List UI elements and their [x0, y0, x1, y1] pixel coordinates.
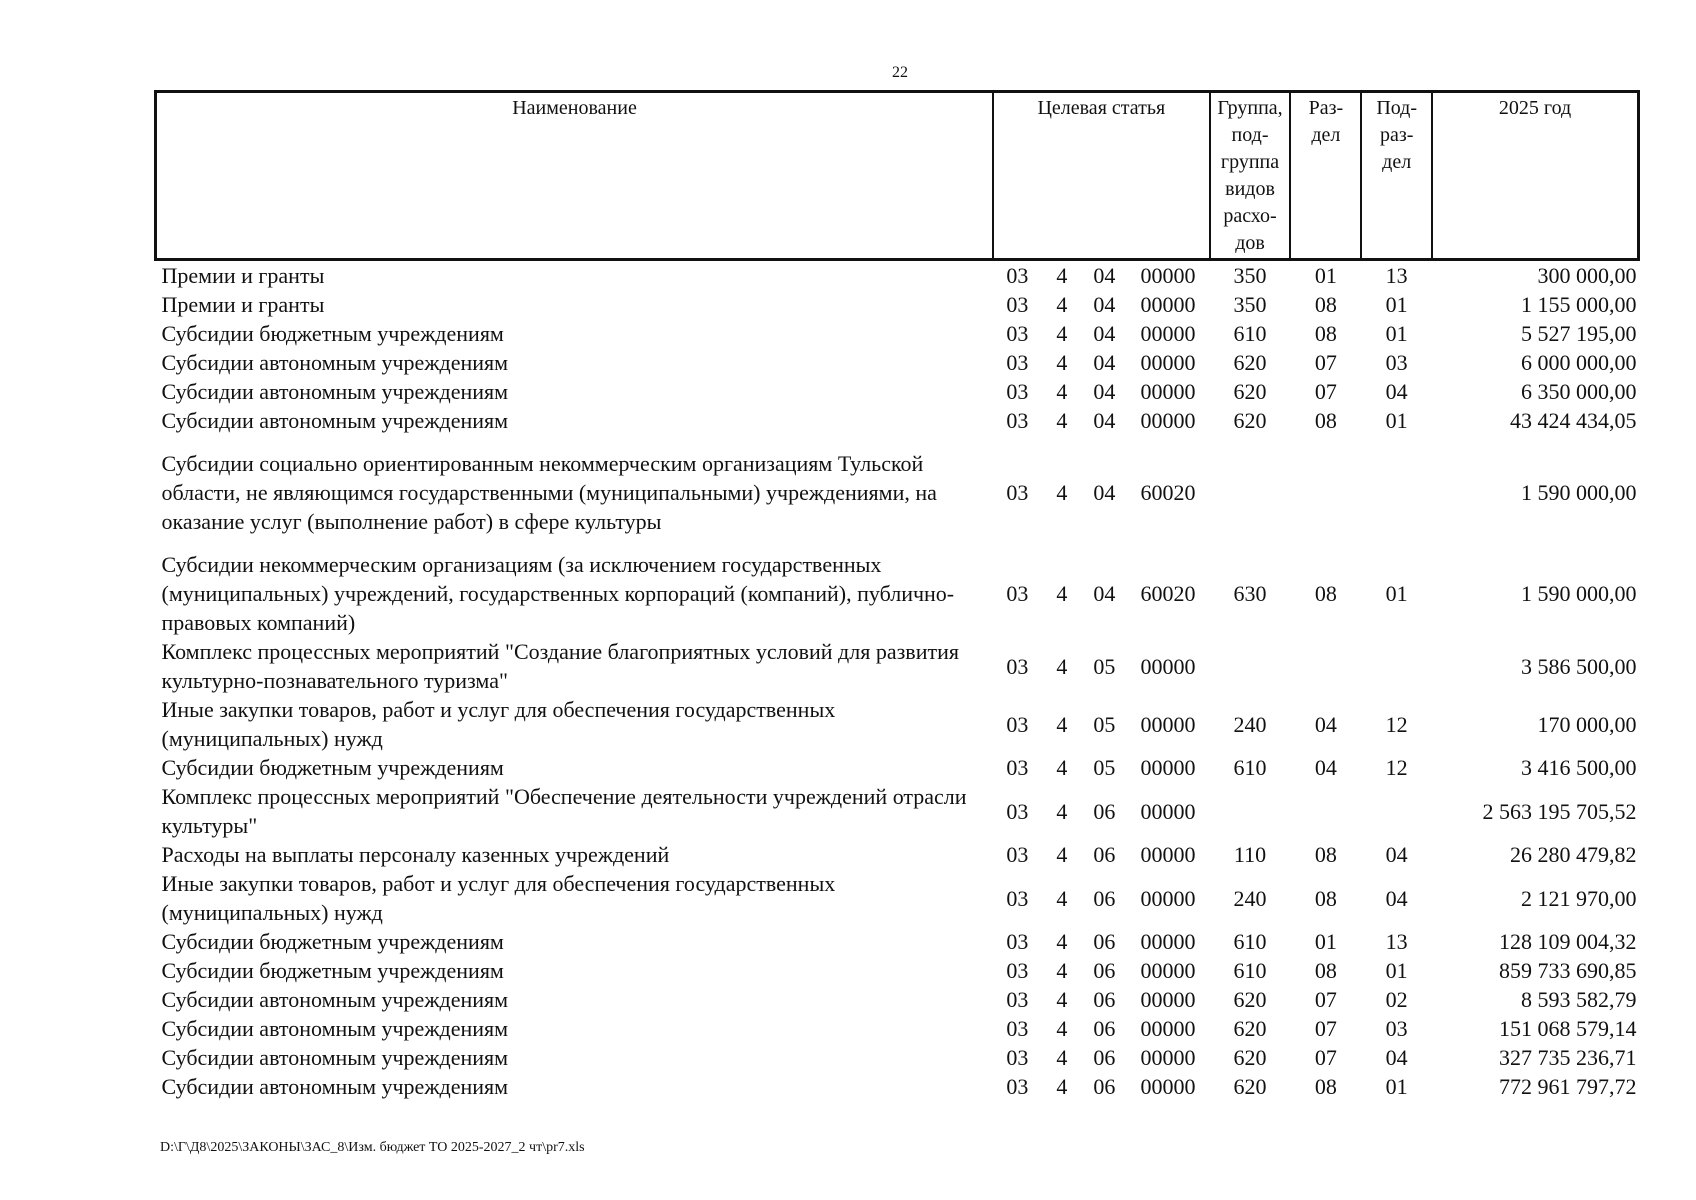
table-row: [156, 782, 1639, 840]
cell-subprogram: 4: [1056, 408, 1068, 433]
cell-direction: 04: [1093, 379, 1116, 404]
cell-program: 03: [1006, 1074, 1029, 1099]
cell-section: 04: [1314, 711, 1337, 737]
cell-code: 00000: [1140, 408, 1196, 433]
cell-amount: 1 590 000,00: [1521, 581, 1637, 606]
cell-code: 60020: [1140, 581, 1196, 606]
cell-amount: 3 586 500,00: [1521, 653, 1637, 679]
cell-amount: 151 068 579,14: [1499, 1016, 1637, 1041]
cell-code: 00000: [1140, 350, 1196, 375]
cell-expense-group: 620: [1233, 379, 1267, 404]
cell-subsection: 12: [1385, 755, 1408, 780]
cell-name: Субсидии автономным учреждениям: [161, 1045, 509, 1070]
cell-expense-group: 620: [1233, 350, 1267, 375]
cell-code: 00000: [1140, 755, 1196, 780]
cell-expense-group: 620: [1233, 408, 1267, 433]
cell-amount: 1 155 000,00: [1521, 292, 1637, 317]
table-row: [156, 869, 1639, 927]
cell-section: [1290, 637, 1361, 695]
cell-subsection: 12: [1385, 711, 1408, 737]
cell-program: 03: [1006, 321, 1029, 346]
table-row: [156, 985, 1639, 1014]
table-row: [156, 840, 1639, 869]
cell-direction: 06: [1093, 842, 1116, 867]
cell-amount: 859 733 690,85: [1499, 958, 1637, 983]
cell-subprogram: 4: [1056, 379, 1068, 404]
table-row: [156, 290, 1639, 319]
table-header: [156, 92, 1639, 260]
cell-subprogram: 4: [1056, 263, 1068, 288]
cell-direction: 04: [1093, 292, 1116, 317]
cell-direction: 06: [1093, 1016, 1116, 1041]
cell-subprogram: 4: [1056, 292, 1068, 317]
table-row: [156, 956, 1639, 985]
cell-expense-group: 240: [1233, 885, 1267, 911]
cell-subprogram: 4: [1056, 653, 1068, 679]
cell-program: 03: [1006, 842, 1029, 867]
cell-direction: 06: [1093, 987, 1116, 1012]
cell-name: Премии и гранты: [161, 263, 325, 288]
cell-subprogram: 4: [1056, 987, 1068, 1012]
cell-program: 03: [1006, 711, 1029, 737]
cell-section: 07: [1314, 379, 1337, 404]
cell-program: 03: [1006, 408, 1029, 433]
cell-direction: 05: [1093, 711, 1116, 737]
cell-expense-group: 620: [1233, 1016, 1267, 1041]
table-row: [156, 319, 1639, 348]
cell-code: 00000: [1140, 885, 1196, 911]
cell-direction: 06: [1093, 1045, 1116, 1070]
cell-section: 07: [1314, 987, 1337, 1012]
table-row: [156, 348, 1639, 377]
cell-subprogram: 4: [1056, 798, 1068, 824]
cell-expense-group: 240: [1233, 711, 1267, 737]
cell-subsection: [1361, 435, 1432, 536]
cell-code: 00000: [1140, 987, 1196, 1012]
cell-direction: 06: [1093, 1074, 1116, 1099]
cell-program: 03: [1006, 653, 1029, 679]
cell-subsection: 04: [1385, 885, 1408, 911]
cell-name: Расходы на выплаты персоналу казенных учреждений: [161, 842, 670, 867]
cell-amount: 300 000,00: [1537, 263, 1637, 288]
cell-expense-group: [1210, 435, 1291, 536]
cell-subprogram: 4: [1056, 480, 1068, 505]
cell-name: Комплекс процессных мероприятий "Обеспечение деятельности учреждений отрасли культуры": [161, 784, 967, 838]
cell-name: Субсидии автономным учреждениям: [161, 987, 509, 1012]
cell-section: 07: [1314, 1045, 1337, 1070]
cell-name: Субсидии бюджетным учреждениям: [161, 958, 504, 983]
cell-code: 00000: [1140, 1016, 1196, 1041]
cell-subsection: 01: [1385, 321, 1408, 346]
cell-subsection: 01: [1385, 958, 1408, 983]
cell-subsection: 02: [1385, 987, 1408, 1012]
cell-section: 08: [1314, 885, 1337, 911]
cell-section: 08: [1314, 581, 1337, 606]
cell-code: 00000: [1140, 653, 1196, 679]
cell-program: 03: [1006, 987, 1029, 1012]
cell-subsection: 01: [1385, 292, 1408, 317]
cell-program: 03: [1006, 929, 1029, 954]
cell-name: Комплекс процессных мероприятий "Создание благоприятных условий для развития культурно-познавательного туризма": [161, 639, 959, 693]
cell-subsection: 01: [1385, 581, 1408, 606]
cell-name: Субсидии социально ориентированным некоммерческим организациям Тульской области, не являющимся государственными (муниципальными) учреждениями, на оказание услуг (выполнение работ) в сфере культуры: [161, 451, 937, 534]
table-row: [156, 1043, 1639, 1072]
table-row: [156, 406, 1639, 435]
cell-name: Субсидии бюджетным учреждениям: [161, 321, 504, 346]
table-row: [156, 753, 1639, 782]
cell-section: 04: [1314, 755, 1337, 780]
header-year: 2025 год: [1432, 92, 1638, 260]
cell-subprogram: 4: [1056, 321, 1068, 346]
cell-section: 07: [1314, 1016, 1337, 1041]
cell-expense-group: 610: [1233, 755, 1267, 780]
cell-amount: 327 735 236,71: [1499, 1045, 1637, 1070]
cell-expense-group: 620: [1233, 1045, 1267, 1070]
cell-code: 60020: [1140, 480, 1196, 505]
cell-name: Иные закупки товаров, работ и услуг для обеспечения государственных (муниципальных) нужд: [161, 871, 836, 925]
cell-direction: 05: [1093, 755, 1116, 780]
cell-subprogram: 4: [1056, 1074, 1068, 1099]
cell-subsection: 03: [1385, 1016, 1408, 1041]
cell-subsection: 03: [1385, 350, 1408, 375]
cell-subsection: 04: [1385, 379, 1408, 404]
cell-program: 03: [1006, 1016, 1029, 1041]
cell-section: [1290, 782, 1361, 840]
cell-amount: 1 590 000,00: [1521, 480, 1637, 505]
cell-amount: 43 424 434,05: [1510, 408, 1637, 433]
cell-subprogram: 4: [1056, 842, 1068, 867]
cell-name: Субсидии некоммерческим организациям (за исключением государственных (муниципальных) учреждений, государственных корпораций (компаний), публично-правовых компаний): [161, 552, 955, 635]
cell-expense-group: 610: [1233, 321, 1267, 346]
table-row: [156, 695, 1639, 753]
cell-section: 01: [1314, 263, 1337, 288]
cell-subprogram: 4: [1056, 581, 1068, 606]
cell-direction: 06: [1093, 798, 1116, 824]
cell-amount: 6 350 000,00: [1521, 379, 1637, 404]
page-number: 22: [892, 64, 908, 81]
cell-direction: 06: [1093, 958, 1116, 983]
cell-program: 03: [1006, 755, 1029, 780]
cell-code: 00000: [1140, 798, 1196, 824]
cell-program: 03: [1006, 885, 1029, 911]
cell-program: 03: [1006, 480, 1029, 505]
cell-expense-group: 350: [1233, 263, 1267, 288]
cell-expense-group: 350: [1233, 292, 1267, 317]
cell-expense-group: 610: [1233, 958, 1267, 983]
header-name: Наименование: [156, 92, 994, 260]
cell-subprogram: 4: [1056, 350, 1068, 375]
table-row: [156, 637, 1639, 695]
cell-subprogram: 4: [1056, 1045, 1068, 1070]
cell-program: 03: [1006, 292, 1029, 317]
table-row: [156, 435, 1639, 536]
header-expense-group: Группа, под- группа видов расхо- дов: [1210, 92, 1291, 260]
cell-expense-group: 620: [1233, 1074, 1267, 1099]
budget-table-container: [154, 90, 1640, 1101]
cell-amount: 5 527 195,00: [1521, 321, 1637, 346]
header-target-article: Целевая статья: [993, 92, 1209, 260]
cell-name: Премии и гранты: [161, 292, 325, 317]
cell-code: 00000: [1140, 711, 1196, 737]
cell-section: 01: [1314, 929, 1337, 954]
cell-direction: 06: [1093, 885, 1116, 911]
cell-subprogram: 4: [1056, 1016, 1068, 1041]
cell-amount: 6 000 000,00: [1521, 350, 1637, 375]
table-row: [156, 927, 1639, 956]
cell-section: 07: [1314, 350, 1337, 375]
table-row: [156, 1072, 1639, 1101]
cell-section: 08: [1314, 321, 1337, 346]
cell-amount: 170 000,00: [1537, 711, 1637, 737]
cell-amount: 772 961 797,72: [1499, 1074, 1637, 1099]
cell-program: 03: [1006, 379, 1029, 404]
cell-expense-group: [1210, 782, 1291, 840]
cell-program: 03: [1006, 1045, 1029, 1070]
cell-program: 03: [1006, 581, 1029, 606]
cell-subsection: 13: [1385, 263, 1408, 288]
header-subsection: Под- раз- дел: [1361, 92, 1432, 260]
cell-subsection: 01: [1385, 408, 1408, 433]
cell-expense-group: 610: [1233, 929, 1267, 954]
table-row: [156, 536, 1639, 637]
cell-subsection: 01: [1385, 1074, 1408, 1099]
cell-amount: 2 563 195 705,52: [1482, 798, 1637, 824]
cell-amount: 128 109 004,32: [1499, 929, 1637, 954]
cell-direction: 06: [1093, 929, 1116, 954]
cell-amount: 3 416 500,00: [1521, 755, 1637, 780]
cell-name: Субсидии автономным учреждениям: [161, 1074, 509, 1099]
cell-program: 03: [1006, 263, 1029, 288]
table-body: [156, 260, 1639, 1102]
cell-expense-group: [1210, 637, 1291, 695]
cell-code: 00000: [1140, 929, 1196, 954]
cell-code: 00000: [1140, 379, 1196, 404]
cell-section: [1290, 435, 1361, 536]
cell-subprogram: 4: [1056, 958, 1068, 983]
table-row: [156, 1014, 1639, 1043]
cell-expense-group: 110: [1233, 842, 1267, 867]
budget-table: [154, 90, 1640, 1101]
table-row: [156, 260, 1639, 291]
cell-subprogram: 4: [1056, 755, 1068, 780]
cell-code: 00000: [1140, 842, 1196, 867]
cell-amount: 8 593 582,79: [1521, 987, 1637, 1012]
cell-name: Субсидии автономным учреждениям: [161, 1016, 509, 1041]
cell-code: 00000: [1140, 1074, 1196, 1099]
cell-code: 00000: [1140, 321, 1196, 346]
cell-name: Иные закупки товаров, работ и услуг для обеспечения государственных (муниципальных) нужд: [161, 697, 836, 751]
table-row: [156, 377, 1639, 406]
cell-code: 00000: [1140, 1045, 1196, 1070]
cell-subsection: 04: [1385, 1045, 1408, 1070]
cell-code: 00000: [1140, 958, 1196, 983]
cell-direction: 04: [1093, 480, 1116, 505]
cell-program: 03: [1006, 798, 1029, 824]
cell-direction: 05: [1093, 653, 1116, 679]
cell-subprogram: 4: [1056, 929, 1068, 954]
cell-subsection: 04: [1385, 842, 1408, 867]
cell-section: 08: [1314, 842, 1337, 867]
cell-subsection: [1361, 782, 1432, 840]
cell-amount: 2 121 970,00: [1521, 885, 1637, 911]
cell-program: 03: [1006, 350, 1029, 375]
cell-subprogram: 4: [1056, 885, 1068, 911]
cell-name: Субсидии автономным учреждениям: [161, 379, 509, 404]
cell-code: 00000: [1140, 292, 1196, 317]
cell-direction: 04: [1093, 408, 1116, 433]
cell-name: Субсидии автономным учреждениям: [161, 408, 509, 433]
cell-code: 00000: [1140, 263, 1196, 288]
cell-subsection: [1361, 637, 1432, 695]
cell-direction: 04: [1093, 581, 1116, 606]
cell-section: 08: [1314, 958, 1337, 983]
cell-subprogram: 4: [1056, 711, 1068, 737]
cell-name: Субсидии бюджетным учреждениям: [161, 929, 504, 954]
cell-subsection: 13: [1385, 929, 1408, 954]
cell-amount: 26 280 479,82: [1510, 842, 1637, 867]
cell-direction: 04: [1093, 263, 1116, 288]
cell-name: Субсидии бюджетным учреждениям: [161, 755, 504, 780]
cell-direction: 04: [1093, 321, 1116, 346]
cell-section: 08: [1314, 408, 1337, 433]
cell-program: 03: [1006, 958, 1029, 983]
cell-direction: 04: [1093, 350, 1116, 375]
header-section: Раз- дел: [1290, 92, 1361, 260]
cell-expense-group: 620: [1233, 987, 1267, 1012]
cell-expense-group: 630: [1233, 581, 1267, 606]
cell-section: 08: [1314, 292, 1337, 317]
file-path-footer: D:\Г\Д8\2025\ЗАКОНЫ\ЗАС_8\Изм. бюджет ТО 2025-2027_2 чт\pr7.xls: [160, 1140, 585, 1155]
cell-section: 08: [1314, 1074, 1337, 1099]
cell-name: Субсидии автономным учреждениям: [161, 350, 509, 375]
